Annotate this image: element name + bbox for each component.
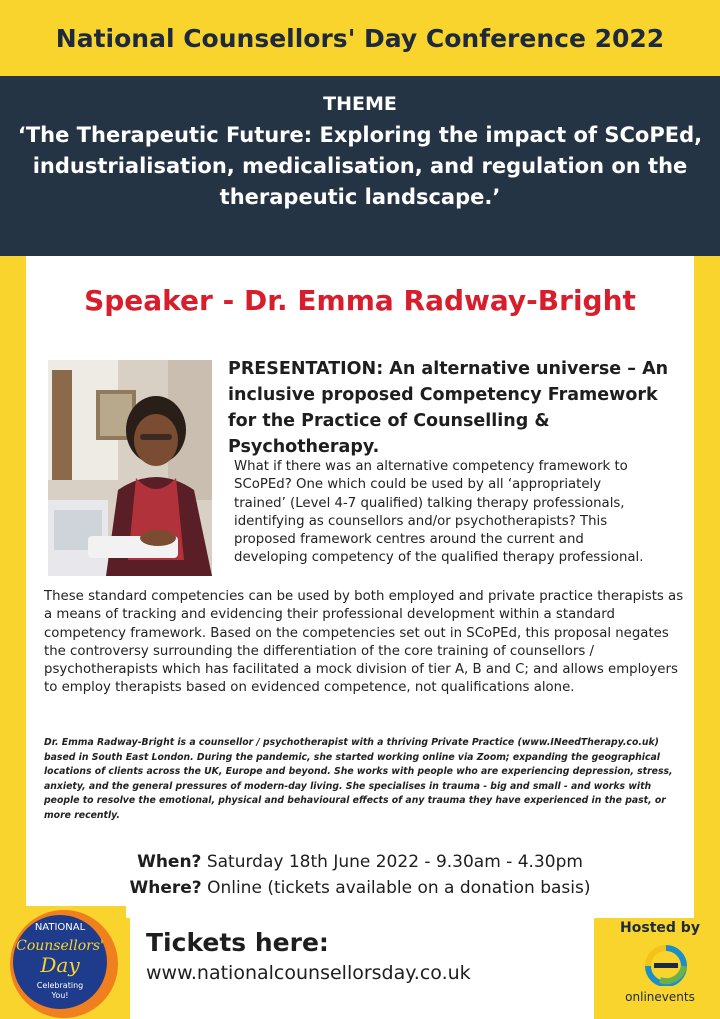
event-where: [26, 878, 694, 898]
event-when: [26, 852, 694, 872]
presentation-title: PRESENTATION: An alternative universe – An inclusive proposed Competency Framework for the Practice of Counselling & Psychotherapy.: [228, 359, 669, 457]
logo-line3: Day: [40, 953, 80, 977]
body-paragraph: These standard competencies can be used by both employed and private practice therapists as a means of tracking and evidencing their professional development within a standard competency framework. Based on the competencies set out in SCoPEd, this proposal negates the controversy surrounding the differentiation of the core training of counsellors / psychotherapists which has facilitated a mock division of tier A, B and C; and allows employers to employ therapists based on evidenced competence, not qualifications alone.: [44, 589, 684, 696]
tickets-url[interactable]: www.nationalcounsellorsday.co.uk: [146, 962, 471, 984]
where-value: Online (tickets available on a donation basis): [207, 878, 591, 898]
hosted-by-label: Hosted by: [620, 920, 700, 936]
speaker-bio: Dr. Emma Radway-Bright is a counsellor / psychotherapist with a thriving Private Practice (www.INeedTherapy.co.uk) based in South East London. During the pandemic, she started working online via Zoom; expanding the geographical locations of clients across the UK, Europe and beyond. She works with people who are experiencing depression, stress, anxiety, and the general pressures of modern-day living. She specialises in trauma - big and small - and works with people to resolve the emotional, physical and behavioural effects of any trauma they have experienced in the past, or more recently.: [44, 737, 673, 821]
where-label: Where?: [129, 878, 202, 898]
content-panel: [26, 256, 694, 918]
conference-title: National Counsellors' Day Conference 2022: [55, 23, 665, 53]
tickets-title: Tickets here:: [146, 928, 329, 957]
logo-line4: Celebrating: [36, 981, 84, 990]
speaker-heading: Speaker - Dr. Emma Radway-Bright: [84, 284, 636, 317]
speaker-photo-illustration: [48, 360, 212, 576]
theme-band: [0, 76, 720, 256]
onlinevents-name: onlinevents: [625, 990, 695, 1004]
theme-label: THEME: [323, 93, 397, 115]
when-label: When?: [137, 852, 202, 872]
logo-line5: You!: [51, 991, 69, 1000]
logo-line2: Counsellors': [16, 938, 104, 954]
speaker-photo: [48, 360, 212, 576]
presentation-description: What if there was an alternative competency framework to SCoPEd? One which could be used by all ‘appropriately trained’ (Level 4-7 qualified) talking therapy professionals, identifying as counsellors and/or psychotherapists? This proposed framework centres around the current and developing competency of the qualified therapy professional.: [234, 459, 644, 566]
tickets-panel: [130, 918, 594, 1019]
onlinevents-logo-icon: [638, 944, 694, 986]
theme-text: ‘The Therapeutic Future: Exploring the impact of SCoPEd, industrialisation, medicalisation, and regulation on the therapeutic landscape.’: [17, 123, 703, 209]
national-counsellors-day-logo: [6, 906, 126, 1018]
when-value: Saturday 18th June 2022 - 9.30am - 4.30pm: [206, 852, 583, 872]
logo-line1: NATIONAL: [34, 922, 86, 933]
